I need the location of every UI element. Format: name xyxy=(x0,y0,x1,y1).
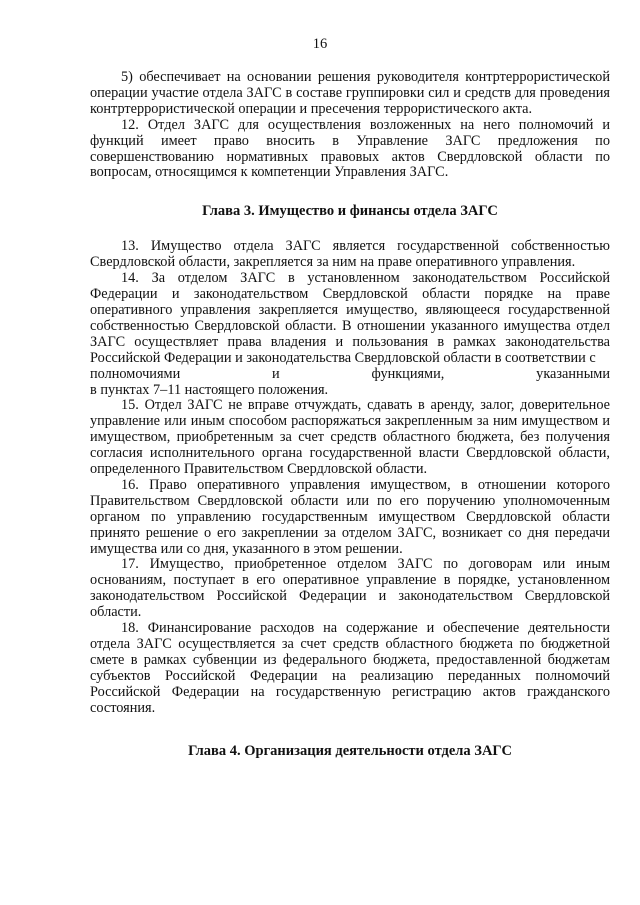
paragraph-17: 17. Имущество, приобретенное отделом ЗАГС по договорам или иным основаниям, поступает в его оперативное управление в порядке, установленном законодательством Российской Федерации и законодательством Свердловской области. xyxy=(90,556,610,621)
chapter-3-heading: Глава 3. Имущество и финансы отдела ЗАГС xyxy=(202,203,498,220)
page-number: 16 xyxy=(312,36,328,52)
chapter-4-heading: Глава 4. Организация деятельности отдела ЗАГС xyxy=(188,742,512,759)
paragraph-item-5: 5) обеспечивает на основании решения руководителя контртеррористической операции участие отдела ЗАГС в составе группировки сил и средств для проведения контртеррористической операции и пресечения террористического акта. xyxy=(90,69,610,117)
paragraph-14 xyxy=(90,271,610,398)
paragraph-13: 13. Имущество отдела ЗАГС является государственной собственностью Свердловской области, закрепляется за ним на праве оперативного управления. xyxy=(90,238,610,271)
paragraph-14-main: 14. За отделом ЗАГС в установленном законодательством Российской Федерации и законодательством Свердловской области порядке на праве оперативного управления закрепляется имущество, являющееся государственной собственностью Свердловской области. В отношении указанного имущества отдел ЗАГС осуществляет права владения и пользования в рамках законодательства Российской Федерации и законодательства Свердловской области в соответствии с xyxy=(90,270,610,366)
paragraph-14-spread-line xyxy=(90,367,610,383)
paragraph-16: 16. Право оперативного управления имуществом, в отношении которого Правительством Свердловской области или по его поручению уполномоченным органом по управлению государственным имуществом Свердловской области принято решение о его закреплении за отделом ЗАГС, возникает со дня передачи имущества или со дня, указанного в этом решении. xyxy=(90,476,610,557)
document-body xyxy=(90,70,610,759)
paragraph-14-end: в пунктах 7–11 настоящего положения. xyxy=(90,381,329,398)
paragraph-14-word: полномочиями xyxy=(90,365,181,382)
paragraph-18: 18. Финансирование расходов на содержание и обеспечение деятельности отдела ЗАГС осуществляется за счет средств областного бюджета по бюджетной смете в рамках субвенции из федерального бюджета, предоставленной бюджетам субъектов Российской Федерации на реализацию переданных полномочий Российской Федерации на государственную регистрацию актов гражданского состояния. xyxy=(90,620,610,716)
paragraph-14-word: функциями, xyxy=(371,365,445,382)
paragraph-15: 15. Отдел ЗАГС не вправе отчуждать, сдавать в аренду, залог, доверительное управление или иным способом распоряжаться закрепленным за ним имуществом и имуществом, приобретенным за счет средств областного бюджета, без получения согласия исполнительного органа государственной власти Свердловской области, определенного Правительством Свердловской области. xyxy=(90,397,610,478)
paragraph-14-word: указанными xyxy=(536,365,610,382)
paragraph-12: 12. Отдел ЗАГС для осуществления возложенных на него полномочий и функций имеет право вносить в Управление ЗАГС предложения по совершенствованию нормативных правовых актов Свердловской области по вопросам, относящимся к компетенции Управления ЗАГС. xyxy=(90,116,610,181)
paragraph-14-word: и xyxy=(272,365,280,382)
